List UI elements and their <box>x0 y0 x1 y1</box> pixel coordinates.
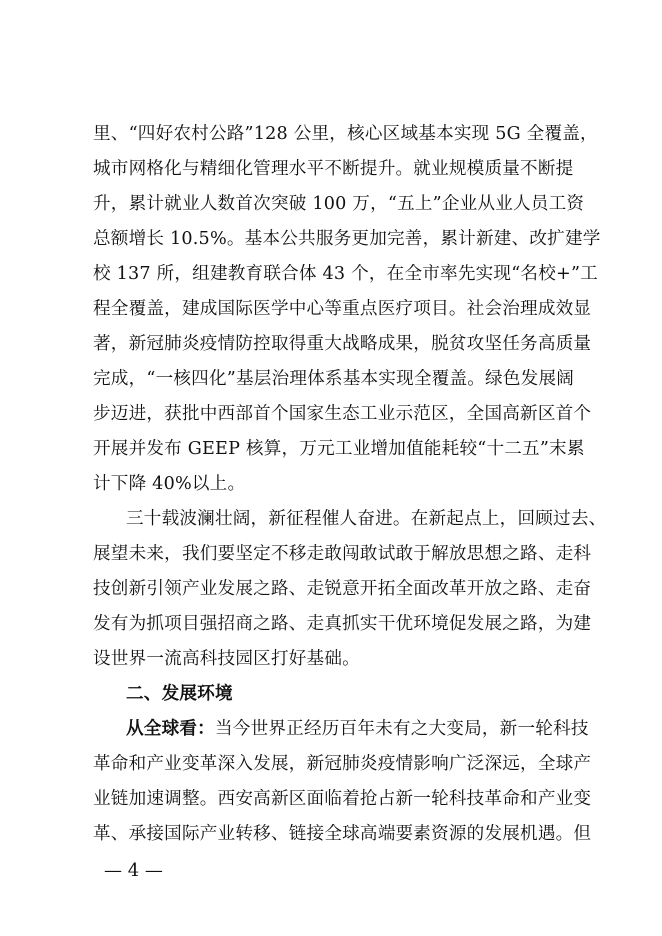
paragraph-line: 三十载波澜壮阔，新征程催人奋进。在新起点上，回顾过去、 <box>126 509 607 529</box>
paragraph-line: 开展并发布 GEEP 核算，万元工业增加值能耗较“十二五”末累 <box>93 439 585 459</box>
paragraph-line: 校 137 所，组建教育联合体 43 个，在全市率先实现“名校+”工 <box>93 264 598 284</box>
paragraph-line: 总额增长 10.5%。基本公共服务更加完善，累计新建、改扩建学 <box>93 229 601 249</box>
paragraph-line: 发有为抓项目强招商之路、走真抓实干优环境促发展之路，为建 <box>93 614 592 634</box>
paragraph-line: 程全覆盖，建成国际医学中心等重点医疗项目。社会治理成效显 <box>93 299 592 319</box>
paragraph-line: 城市网格化与精细化管理水平不断提升。就业规模质量不断提 <box>93 159 574 179</box>
paragraph-line: 展望未来，我们要坚定不移走敢闯敢试敢于解放思想之路、走科 <box>93 544 592 564</box>
paragraph-line: 革命和产业变革深入发展，新冠肺炎疫情影响广泛深远，全球产 <box>93 754 592 774</box>
paragraph-line: 升，累计就业人数首次突破 100 万，“五上”企业从业人员工资 <box>93 194 585 214</box>
paragraph-line: 著，新冠肺炎疫情防控取得重大战略成果，脱贫攻坚任务高质量 <box>93 334 592 354</box>
paragraph-lead: 从全球看： <box>126 719 215 739</box>
paragraph-line: 技创新引领产业发展之路、走锐意开拓全面改革开放之路、走奋 <box>93 579 592 599</box>
paragraph-line: 业链加速调整。西安高新区面临着抢占新一轮科技革命和产业变 <box>93 789 592 809</box>
paragraph-line: 里、“四好农村公路”128 公里，核心区域基本实现 5G 全覆盖， <box>93 124 598 144</box>
paragraph-line: 步迈进，获批中西部首个国家生态工业示范区，全国高新区首个 <box>93 404 592 424</box>
paragraph-line <box>126 718 589 740</box>
paragraph-line: 革、承接国际产业转移、链接全球高端要素资源的发展机遇。但 <box>93 824 592 844</box>
paragraph-line: 设世界一流高科技园区打好基础。 <box>93 649 360 669</box>
paragraph-line: 计下降 40%以上。 <box>93 474 246 494</box>
page-number: — 4 — <box>104 860 163 881</box>
paragraph-line: 完成，“一核四化”基层治理体系基本实现全覆盖。绿色发展阔 <box>93 369 575 389</box>
paragraph-text: 当今世界正经历百年未有之大变局，新一轮科技 <box>214 719 589 739</box>
section-heading: 二、发展环境 <box>126 684 233 704</box>
